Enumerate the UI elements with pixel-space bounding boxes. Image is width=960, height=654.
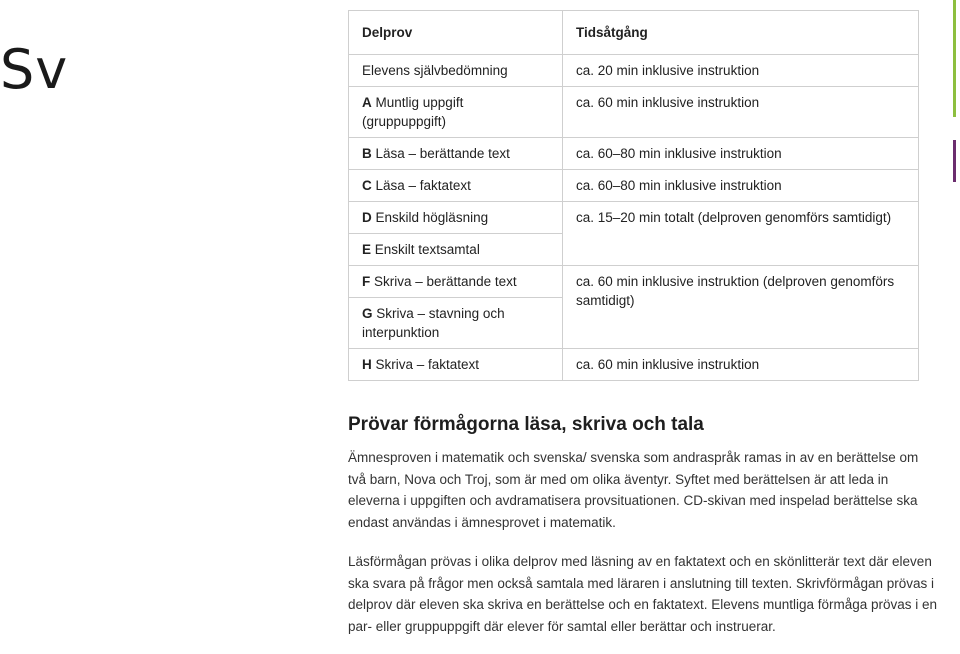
time-cell: ca. 60 min inklusive instruktion xyxy=(563,349,919,381)
table-row xyxy=(349,87,919,138)
subtest-code: G xyxy=(362,306,373,321)
schedule-table xyxy=(348,10,919,381)
slide-title: Sv xyxy=(0,38,69,101)
body-paragraph: Läsförmågan prövas i olika delprov med läsning av en faktatext och en skönlitterär text där eleven ska svara på frågor men också samtala med läraren i anslutning till texten. Skrivförmågan prövas i delprov där eleven ska skriva en berättelse och en faktatext. Elevens muntliga förmåga prövas i en par- eller gruppuppgift där elever för samtal eller berättar och instruerar. xyxy=(348,554,938,634)
subtest-label: Muntlig uppgift (gruppuppgift) xyxy=(362,95,464,129)
header-delprov: Delprov xyxy=(349,11,563,55)
subtest-label: Skriva – faktatext xyxy=(375,357,480,372)
subtest-name xyxy=(349,349,563,381)
subtest-name xyxy=(349,138,563,170)
time-cell: ca. 20 min inklusive instruktion xyxy=(563,55,919,87)
subtest-label: Enskilt textsamtal xyxy=(374,242,480,257)
subtest-code: H xyxy=(362,357,372,372)
time-cell: ca. 60 min inklusive instruktion (delproven genomförs samtidigt) xyxy=(563,266,919,349)
subtest-name xyxy=(349,298,563,349)
subtest-label: Läsa – faktatext xyxy=(375,178,471,193)
time-cell: ca. 60–80 min inklusive instruktion xyxy=(563,138,919,170)
subtest-label: Läsa – berättande text xyxy=(375,146,510,161)
table-row xyxy=(349,138,919,170)
subtest-code: B xyxy=(362,146,372,161)
table-row xyxy=(349,170,919,202)
table-row xyxy=(349,202,919,234)
time-cell: ca. 15–20 min totalt (delproven genomförs samtidigt) xyxy=(563,202,919,266)
table-row xyxy=(349,266,919,298)
subtest-code: C xyxy=(362,178,372,193)
header-tidsatgang: Tidsåtgång xyxy=(563,11,919,55)
time-cell: ca. 60–80 min inklusive instruktion xyxy=(563,170,919,202)
subtest-name xyxy=(349,234,563,266)
subtest-code: F xyxy=(362,274,371,289)
body-paragraph: Ämnesproven i matematik och svenska/ svenska som andraspråk ramas in av en berättelse om två barn, Nova och Troj, som är med om olika äventyr. Syftet med berättelsen är att leda in eleverna i uppgiften och avdramatisera provsituationen. CD-skivan med inspelad berättelse ska endast användas i ämnesprovet i matematik. xyxy=(348,450,919,530)
subtest-label: Elevens självbedömning xyxy=(362,63,508,78)
accent-bar-green xyxy=(953,0,956,117)
subtest-label: Skriva – berättande text xyxy=(374,274,517,289)
subtest-name xyxy=(349,202,563,234)
time-cell: ca. 60 min inklusive instruktion xyxy=(563,87,919,138)
subtest-name xyxy=(349,170,563,202)
subtest-code: A xyxy=(362,95,372,110)
subtest-name xyxy=(349,87,563,138)
section-heading: Prövar förmågorna läsa, skriva och tala xyxy=(348,414,704,435)
subtest-label: Skriva – stavning och interpunktion xyxy=(362,306,505,340)
subtest-name xyxy=(349,266,563,298)
subtest-code: E xyxy=(362,242,372,257)
table-header-row xyxy=(349,11,919,55)
table-row xyxy=(349,55,919,87)
accent-bar-purple xyxy=(953,140,956,182)
subtest-label: Enskild högläsning xyxy=(375,210,489,225)
subtest-name xyxy=(349,55,563,87)
subtest-code: D xyxy=(362,210,372,225)
table-row xyxy=(349,349,919,381)
